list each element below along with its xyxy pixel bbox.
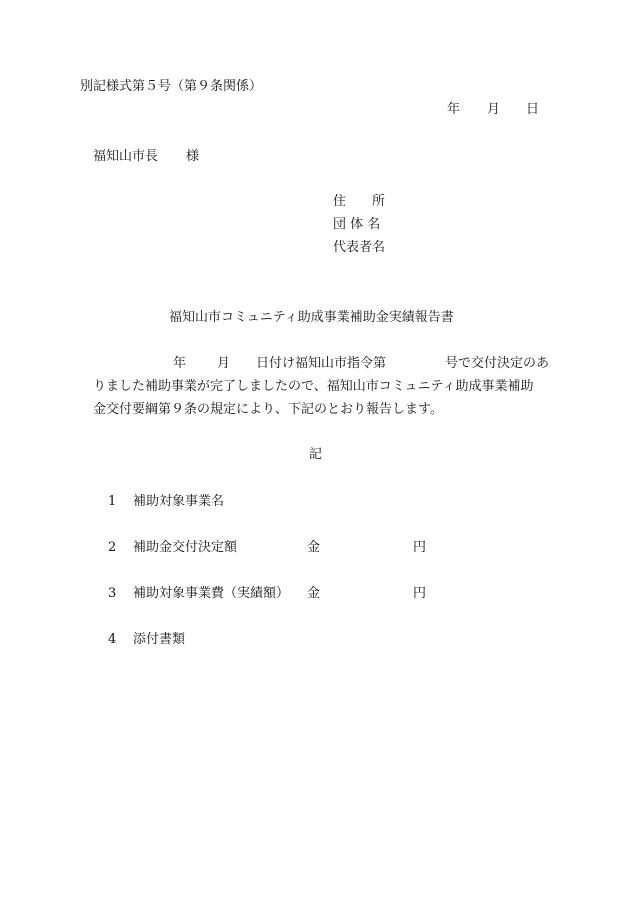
item-2-label: 補助金交付決定額 bbox=[133, 540, 238, 555]
item-1 bbox=[0, 495, 630, 511]
addressee-honorific: 様 bbox=[186, 149, 200, 164]
addressee bbox=[0, 150, 630, 166]
body-text-b: 号で交付決定のあ bbox=[445, 356, 550, 371]
date-line bbox=[0, 103, 630, 119]
date-month: 月 bbox=[487, 102, 501, 117]
body-line-2: りました補助事業が完了しましたので、福知山市コミュニティ助成事業補助 bbox=[93, 379, 534, 394]
body-line-1 bbox=[0, 357, 630, 373]
body-text-a: 日付け福知山市指令第 bbox=[256, 356, 387, 371]
item-3-amount-prefix: 金 bbox=[307, 586, 321, 601]
form-number: 別記様式第５号（第９条関係） bbox=[80, 79, 263, 94]
applicant-representative-label: 代表者名 bbox=[333, 240, 386, 255]
body-month: 月 bbox=[217, 356, 231, 371]
applicant-group-label: 団 体 名 bbox=[333, 217, 381, 232]
item-2-amount-unit: 円 bbox=[413, 540, 427, 555]
item-3 bbox=[0, 587, 630, 603]
body-line-3: 金交付要綱第９条の規定により、下記のとおり報告します。 bbox=[93, 402, 443, 417]
document-title: 福知山市コミュニティ助成事業補助金実績報告書 bbox=[169, 310, 454, 325]
date-day: 日 bbox=[526, 102, 540, 117]
item-3-label: 補助対象事業費（実績額） bbox=[133, 586, 290, 601]
item-4-number: 4 bbox=[108, 632, 117, 647]
ki-heading: 記 bbox=[309, 447, 323, 462]
item-1-label: 補助対象事業名 bbox=[133, 494, 225, 509]
date-year: 年 bbox=[447, 102, 461, 117]
item-2 bbox=[0, 541, 630, 557]
addressee-name: 福知山市長 bbox=[93, 149, 159, 164]
item-2-amount-prefix: 金 bbox=[307, 540, 321, 555]
applicant-address-label: 住 所 bbox=[333, 194, 386, 209]
item-1-number: 1 bbox=[108, 494, 117, 509]
body-year: 年 bbox=[173, 356, 187, 371]
item-3-amount-unit: 円 bbox=[413, 586, 427, 601]
item-4-label: 添付書類 bbox=[133, 632, 186, 647]
item-3-number: 3 bbox=[108, 586, 117, 601]
item-4 bbox=[0, 633, 630, 649]
item-2-number: 2 bbox=[108, 540, 117, 555]
